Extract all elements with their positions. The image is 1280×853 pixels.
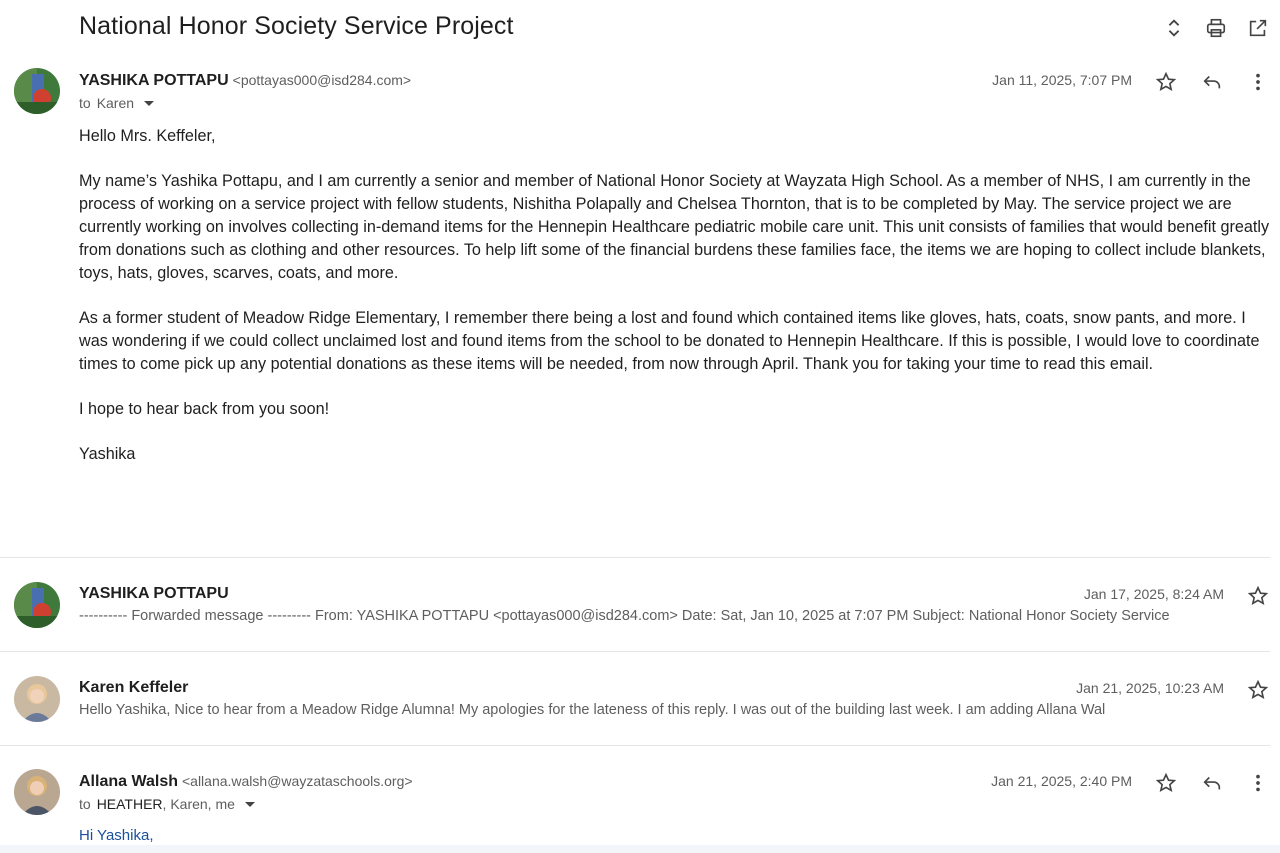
avatar <box>14 582 60 628</box>
divider <box>0 557 1270 558</box>
avatar <box>14 676 60 722</box>
body-paragraph: I hope to hear back from you soon! <box>79 400 330 418</box>
star-icon[interactable] <box>1154 771 1178 795</box>
star-icon[interactable] <box>1246 678 1270 702</box>
body-paragraph: As a former student of Meadow Ridge Elementary, I remember there being a lost and found which contained items like gloves, hats, coats, snow pants, and more. I was wondering if we could collect unclaimed lost and found items from the school to be donated to Hennepin Healthcare. If this is possible, I would love to coordinate times to come pick up any potential donations as these items will be needed, from now through April. Thank you for taking your time to read this email. <box>79 309 1260 373</box>
message-actions <box>1154 70 1270 94</box>
thread-toolbar <box>1162 16 1270 40</box>
recipient: Karen <box>96 95 135 111</box>
body-paragraph: Yashika <box>79 445 136 463</box>
message-date: Jan 21, 2025, 10:23 AM <box>1076 680 1224 696</box>
sender-name: Karen Keffeler <box>79 679 189 696</box>
reply-icon[interactable] <box>1200 771 1224 795</box>
message-body <box>79 125 1271 488</box>
open-new-window-icon[interactable] <box>1246 16 1270 40</box>
message-snippet: ---------- Forwarded message --------- From: YASHIKA POTTAPU <pottayas000@isd284.com> Date: Sat, Jan 10, 2025 at 7:07 PM Subject: National Honor Society Service <box>79 608 1170 624</box>
message-greeting: Hi Yashika, <box>79 827 154 844</box>
recipients-line[interactable] <box>79 796 255 812</box>
recipients <box>97 796 235 812</box>
more-options-icon[interactable] <box>1246 70 1270 94</box>
message-date: Jan 21, 2025, 2:40 PM <box>991 773 1132 789</box>
star-icon[interactable] <box>1246 584 1270 608</box>
message-snippet: Hello Yashika, Nice to hear from a Meadow Ridge Alumna! My apologies for the lateness of this reply. I was out of the building last week. I am adding Allana Wal <box>79 702 1106 718</box>
body-paragraph: My name’s Yashika Pottapu, and I am currently a senior and member of National Honor Society at Wayzata High School. As a member of NHS, I am currently in the process of working on a service project with fellow students, Nishitha Polapally and Chelsea Thornton, that is to be completed by May. The service project we are currently working on involves collecting in-demand items for the Hennepin Healthcare pediatric mobile care unit. This unit consists of families that would benefit greatly from donations such as clothing and other resources. To help lift some of the financial burdens these families face, the items we are hoping to collect include blankets, toys, hats, gloves, scarves, coats, and more. <box>79 172 1270 282</box>
sender-name: YASHIKA POTTAPU <box>79 585 229 602</box>
message-date: Jan 11, 2025, 7:07 PM <box>992 72 1132 88</box>
recipients-line[interactable] <box>79 95 154 111</box>
divider <box>0 651 1270 652</box>
message-actions <box>1154 771 1270 795</box>
scroll-fade <box>0 845 1280 853</box>
to-prefix: to <box>79 796 91 812</box>
avatar <box>14 68 60 114</box>
avatar <box>14 769 60 815</box>
thread-subject: National Honor Society Service Project <box>79 12 514 40</box>
recipient-bold: HEATHER <box>96 796 163 812</box>
sender-email: <pottayas000@isd284.com> <box>232 72 412 88</box>
sender-name-text: Allana Walsh <box>79 773 178 790</box>
body-paragraph: Hello Mrs. Keffeler, <box>79 127 216 145</box>
sender-email: <allana.walsh@wayzataschools.org> <box>181 773 413 789</box>
sender-name <box>79 72 411 90</box>
chevron-down-icon[interactable] <box>245 802 255 807</box>
message-date: Jan 17, 2025, 8:24 AM <box>1083 586 1224 602</box>
more-options-icon[interactable] <box>1246 771 1270 795</box>
chevron-down-icon[interactable] <box>144 101 154 106</box>
reply-icon[interactable] <box>1200 70 1224 94</box>
expand-all-icon[interactable] <box>1162 16 1186 40</box>
sender-name <box>79 773 413 791</box>
divider <box>0 745 1270 746</box>
sender-name-text: YASHIKA POTTAPU <box>79 72 229 89</box>
to-prefix: to <box>79 95 91 111</box>
recipient-rest: , Karen, me <box>162 796 235 812</box>
print-icon[interactable] <box>1204 16 1228 40</box>
star-icon[interactable] <box>1154 70 1178 94</box>
